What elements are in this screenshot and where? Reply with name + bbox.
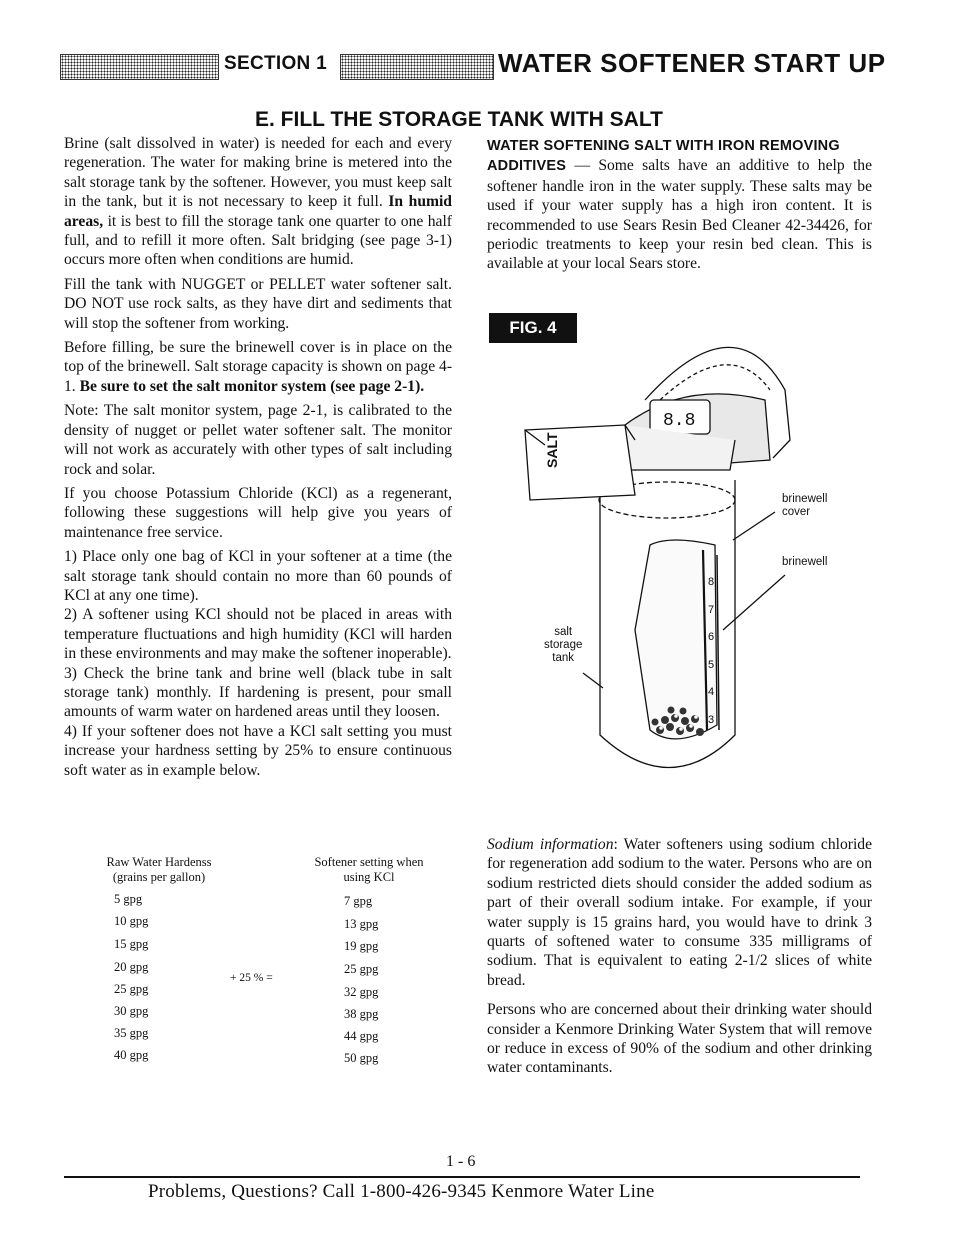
paragraph-kcl-4: 4) If your softener does not have a KCl salt setting you must increase your hardness setting by 25% to ensure continuous soft water as in example below. — [64, 722, 452, 779]
table-cell-raw: 5 gpg — [114, 892, 143, 906]
paragraph-kcl-2: 2) A softener using KCl should not be placed in areas with temperature fluctuations and high humidity (KCl will harden in these environments and may make the softener inoperable). — [64, 606, 452, 663]
label-salt-storage-tank: salt storage tank — [544, 626, 583, 664]
table-cell-kcl: 7 gpg — [344, 894, 373, 908]
section-header — [60, 48, 886, 84]
table-cell-raw: 10 gpg — [114, 914, 149, 928]
table-operator: + 25 % = — [230, 972, 273, 984]
table-cell-raw: 35 gpg — [114, 1026, 149, 1040]
paragraph-fill-tank: Fill the tank with NUGGET or PELLET water softener salt. DO NOT use rock salts, as they have dirt and sediments that will stop the softener from working. — [64, 275, 452, 332]
svg-text:4: 4 — [708, 686, 715, 698]
paragraph-kcl-intro: If you choose Potassium Chloride (KCl) as a regenerant, following these suggestions will help give you years of maintenance free service. — [64, 484, 452, 541]
table-cell-kcl: 44 gpg — [344, 1029, 379, 1043]
table-cell-raw: 40 gpg — [114, 1048, 149, 1062]
paragraph-note: Note: The salt monitor system, page 2-1, is calibrated to the density of nugget or pellet water softener salt. The monitor will not work as accurately with other types of salt including rock and solar. — [64, 402, 452, 478]
bag-label: SALT — [544, 432, 560, 468]
page-number: 1 - 6 — [446, 1153, 476, 1170]
table-cell-kcl: 13 gpg — [344, 917, 379, 931]
sodium-lead: Sodium information — [487, 836, 614, 853]
sodium-information — [487, 835, 872, 1088]
table-header-kcl: Softener setting when using KCl — [314, 855, 424, 884]
paragraph-kcl-3: 3) Check the brine tank and brine well (black tube in salt storage tank) monthly. If hardening is present, pour small amounts of warm water on hardened areas until they loosen. — [64, 664, 452, 721]
table-cell-raw: 20 gpg — [114, 960, 149, 974]
table-cell-kcl: 32 gpg — [344, 985, 379, 999]
svg-text:8: 8 — [708, 576, 715, 588]
page-subheading: E. FILL THE STORAGE TANK WITH SALT — [255, 108, 663, 131]
table-cell-kcl: 19 gpg — [344, 939, 379, 953]
table-cell-raw: 15 gpg — [114, 937, 149, 951]
paragraph-kcl-1: 1) Place only one bag of KCl in your softener at a time (the salt storage tank should contain no more than 60 pounds of KCl at any one time). — [64, 548, 452, 604]
table-cell-kcl: 38 gpg — [344, 1007, 379, 1021]
table-cell-kcl: 50 gpg — [344, 1051, 379, 1065]
footer-rule — [64, 1176, 860, 1178]
label-brinewell-cover: brinewell cover — [782, 493, 828, 518]
paragraph-brine: Brine (salt dissolved in water) is needed for each and every regeneration. The water for making brine is metered into the salt storage tank by the softener. However, you must keep salt in the tank, but it is not necessary to keep it full. In humid areas, it is best to fill the storage tank one quarter to one half full, and to refill it more often. Salt bridging (see page 3-1) occurs more often when conditions are humid. — [64, 135, 452, 269]
drinking-water-paragraph: Persons who are concerned about their drinking water should consider a Kenmore Drinking Water System that will remove or reduce in excess of 90% of the sodium and other drinking water contaminants. — [487, 1001, 872, 1077]
left-column — [64, 134, 452, 780]
table-cell-kcl: 25 gpg — [344, 962, 379, 976]
figure-badge: FIG. 4 — [489, 313, 577, 343]
svg-text:6: 6 — [708, 631, 715, 643]
section-label: SECTION 1 — [224, 53, 327, 74]
paragraph-before-filling: Before filling, be sure the brinewell cover is in place on the top of the brinewell. Salt storage capacity is shown on page 4-1. Be sure to set the salt monitor system (see page 2-1). — [64, 339, 453, 395]
svg-text:3: 3 — [708, 714, 715, 726]
header-pattern-left — [60, 54, 219, 80]
table-header-raw: Raw Water Hardenss (grains per gallon) — [106, 855, 212, 884]
sodium-paragraph: Sodium information: Water softeners using sodium chloride for regeneration add sodium to the water. Persons who are on sodium restricted diets should consider the added sodium as part of their overall sodium intake. For example, if your water supply is 15 grains hard, you would have to drink 3 quarts of softened water to consume 335 milligrams of sodium. That is equivalent to eating 2-1/2 slices of white bread. — [487, 836, 872, 989]
iron-salt-heading: WATER SOFTENING SALT WITH IRON REMOVING — [487, 138, 840, 154]
iron-salt-section — [487, 136, 872, 279]
iron-salt-paragraph: WATER SOFTENING SALT WITH IRON REMOVING ADDITIVES — Some salts have an additive to help the softener handle iron in the water supply. These salts may be used if your water supply has a high iron content. It is recommended to use Sears Resin Bed Cleaner 42-34426, for periodic treatments to keep your resin bed clean. This is available at your local Sears store. — [487, 138, 872, 273]
footer-text: Problems, Questions? Call 1-800-426-9345 Kenmore Water Line — [148, 1181, 655, 1202]
control-display: 8.8 — [663, 411, 696, 431]
header-pattern-right — [340, 54, 494, 80]
label-brinewell: brinewell — [782, 556, 828, 568]
table-cell-raw: 25 gpg — [114, 982, 149, 996]
table-cell-raw: 30 gpg — [114, 1004, 149, 1018]
svg-text:5: 5 — [708, 659, 715, 671]
section-title: WATER SOFTENER START UP — [498, 48, 886, 78]
svg-text:7: 7 — [708, 604, 715, 616]
